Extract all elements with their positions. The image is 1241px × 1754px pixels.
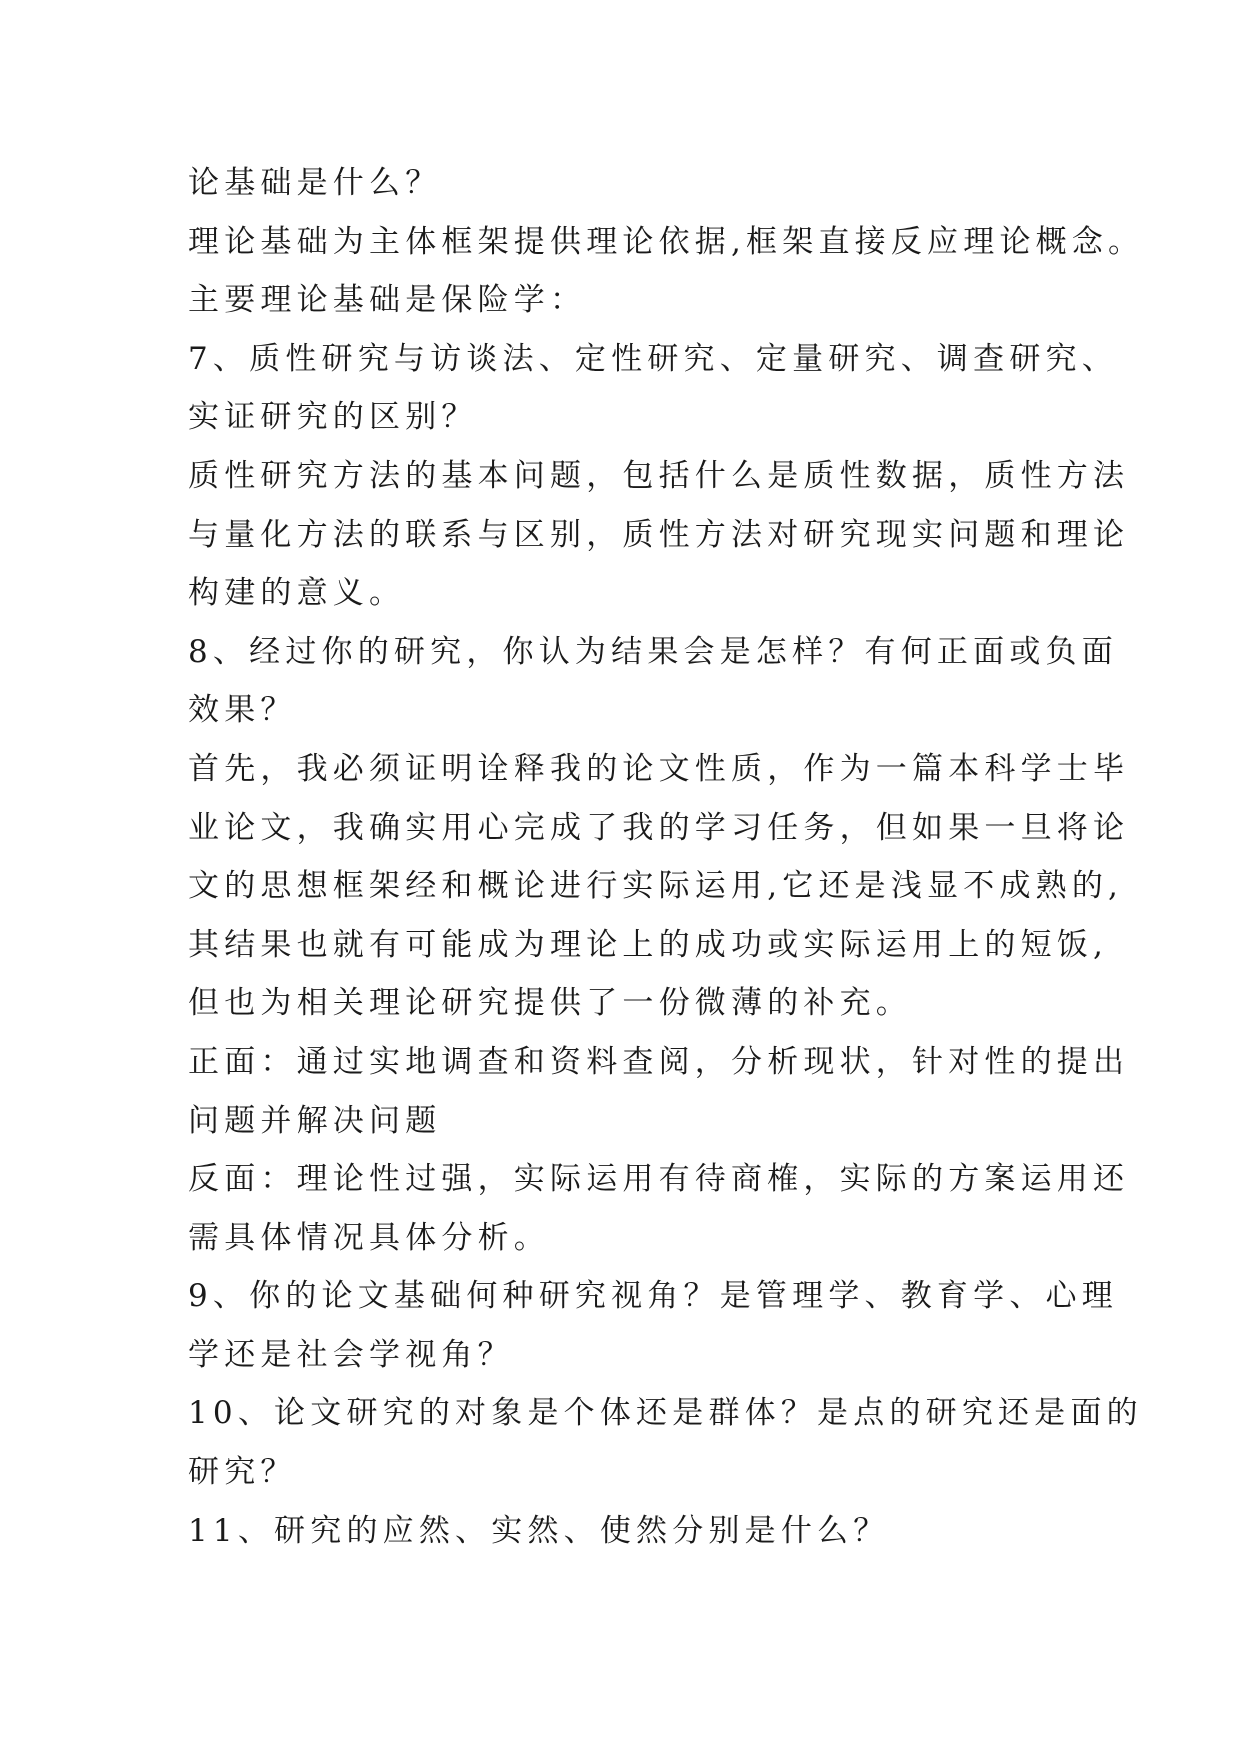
text-line: 研究？ <box>188 1454 297 1491</box>
text-line: 与量化方法的联系与区别，质性方法对研究现实问题和理论 <box>188 516 1130 553</box>
text-line: 但也为相关理论研究提供了一份微薄的补充。 <box>188 985 912 1022</box>
question-11-line: 11、研究的应然、实然、使然分别是什么？ <box>188 1512 890 1549</box>
text-line: 正面：通过实地调查和资料查阅，分析现状，针对性的提出 <box>188 1043 1130 1080</box>
document-body <box>188 154 1145 1560</box>
question-7-line: 7、质性研究与访谈法、定性研究、定量研究、调查研究、 <box>188 340 1118 377</box>
text-line: 其结果也就有可能成为理论上的成功或实际运用上的短饭, <box>188 926 1109 963</box>
question-8-line: 8、经过你的研究，你认为结果会是怎样？有何正面或负面 <box>188 633 1118 670</box>
text-line: 学还是社会学视角？ <box>188 1336 514 1373</box>
text-line: 需具体情况具体分析。 <box>188 1219 550 1256</box>
question-9-line: 9、你的论文基础何种研究视角？是管理学、教育学、心理 <box>188 1278 1118 1315</box>
text-line: 论基础是什么？ <box>188 165 442 201</box>
text-line: 文的思想框架经和概论进行实际运用,它还是浅显不成熟的, <box>188 868 1124 905</box>
question-10-line: 10、论文研究的对象是个体还是群体？是点的研究还是面的 <box>188 1395 1143 1432</box>
text-line: 问题并解决问题 <box>188 1102 442 1139</box>
text-line: 反面：理论性过强，实际运用有待商榷，实际的方案运用还 <box>188 1161 1130 1198</box>
text-line: 主要理论基础是保险学： <box>188 282 587 319</box>
text-line: 业论文，我确实用心完成了我的学习任务，但如果一旦将论 <box>188 809 1130 846</box>
text-line: 质性研究方法的基本问题，包括什么是质性数据，质性方法 <box>188 457 1130 494</box>
text-line: 首先，我必须证明诠释我的论文性质，作为一篇本科学士毕 <box>188 750 1130 787</box>
text-line: 效果？ <box>188 692 297 729</box>
text-line: 构建的意义。 <box>188 575 406 612</box>
text-line: 实证研究的区别？ <box>188 399 478 436</box>
text-line: 理论基础为主体框架提供理论依据,框架直接反应理论概念。 <box>188 223 1145 260</box>
